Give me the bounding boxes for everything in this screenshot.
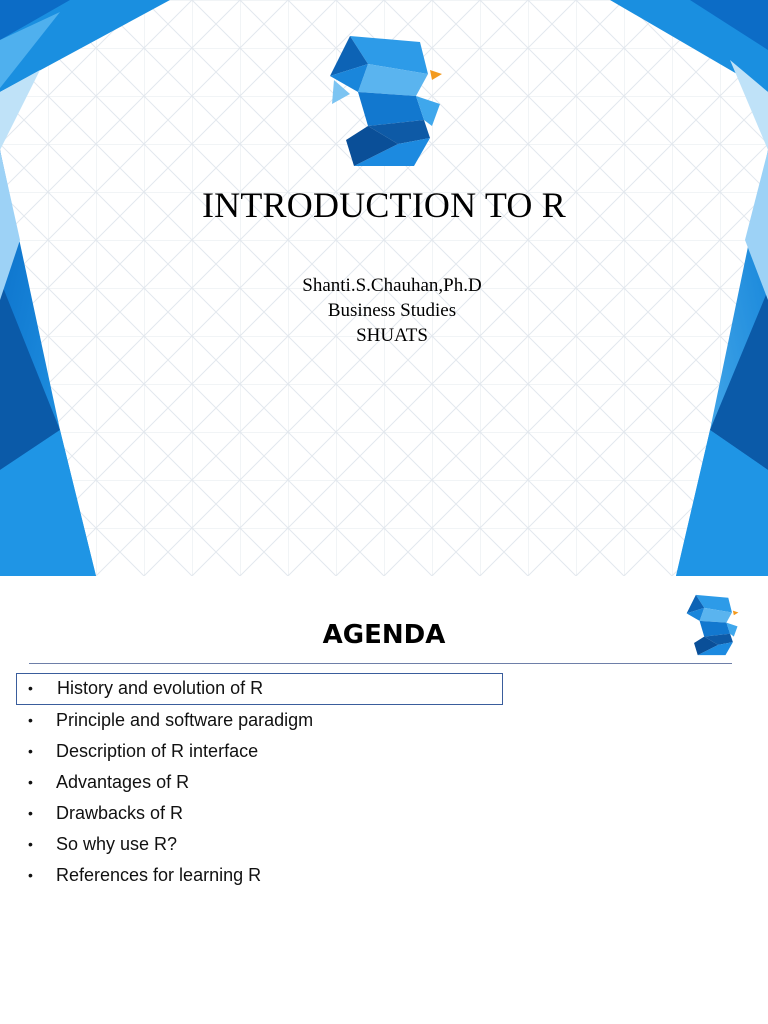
agenda-item-references xyxy=(20,860,540,891)
agenda-item-advantages xyxy=(20,767,540,798)
author-name: Shanti.S.Chauhan,Ph.D xyxy=(302,275,482,296)
bullet-icon: • xyxy=(28,743,33,759)
bullet-icon: • xyxy=(28,805,33,821)
agenda-item-label: So why use R? xyxy=(56,834,178,854)
agenda-item-why-use xyxy=(20,829,540,860)
department-name: Business Studies xyxy=(327,300,457,321)
agenda-item-label: History and evolution of R xyxy=(57,678,264,698)
bullet-icon: • xyxy=(28,680,33,696)
agenda-heading: AGENDA xyxy=(322,620,446,650)
agenda-item-label: Principle and software paradigm xyxy=(56,710,314,730)
agenda-item-interface xyxy=(20,736,540,767)
heading-divider xyxy=(29,663,732,664)
slide-title: INTRODUCTION TO R xyxy=(201,185,567,225)
agenda-slide xyxy=(0,576,768,1024)
agenda-item-history[interactable] xyxy=(16,673,503,705)
polygon-head-logo-icon xyxy=(328,34,446,168)
author-info xyxy=(0,273,768,348)
agenda-item-label: Advantages of R xyxy=(56,772,190,792)
agenda-item-principle xyxy=(20,705,540,736)
bullet-icon: • xyxy=(28,836,33,852)
agenda-item-drawbacks xyxy=(20,798,540,829)
bullet-icon: • xyxy=(28,712,33,728)
agenda-item-label: References for learning R xyxy=(56,865,262,885)
agenda-list xyxy=(20,673,540,891)
agenda-item-label: Drawbacks of R xyxy=(56,803,184,823)
bullet-icon: • xyxy=(28,774,33,790)
institution-name: SHUATS xyxy=(356,325,428,346)
agenda-item-label: Description of R interface xyxy=(56,741,259,761)
bullet-icon: • xyxy=(28,867,33,883)
polygon-head-logo-icon xyxy=(684,594,742,656)
